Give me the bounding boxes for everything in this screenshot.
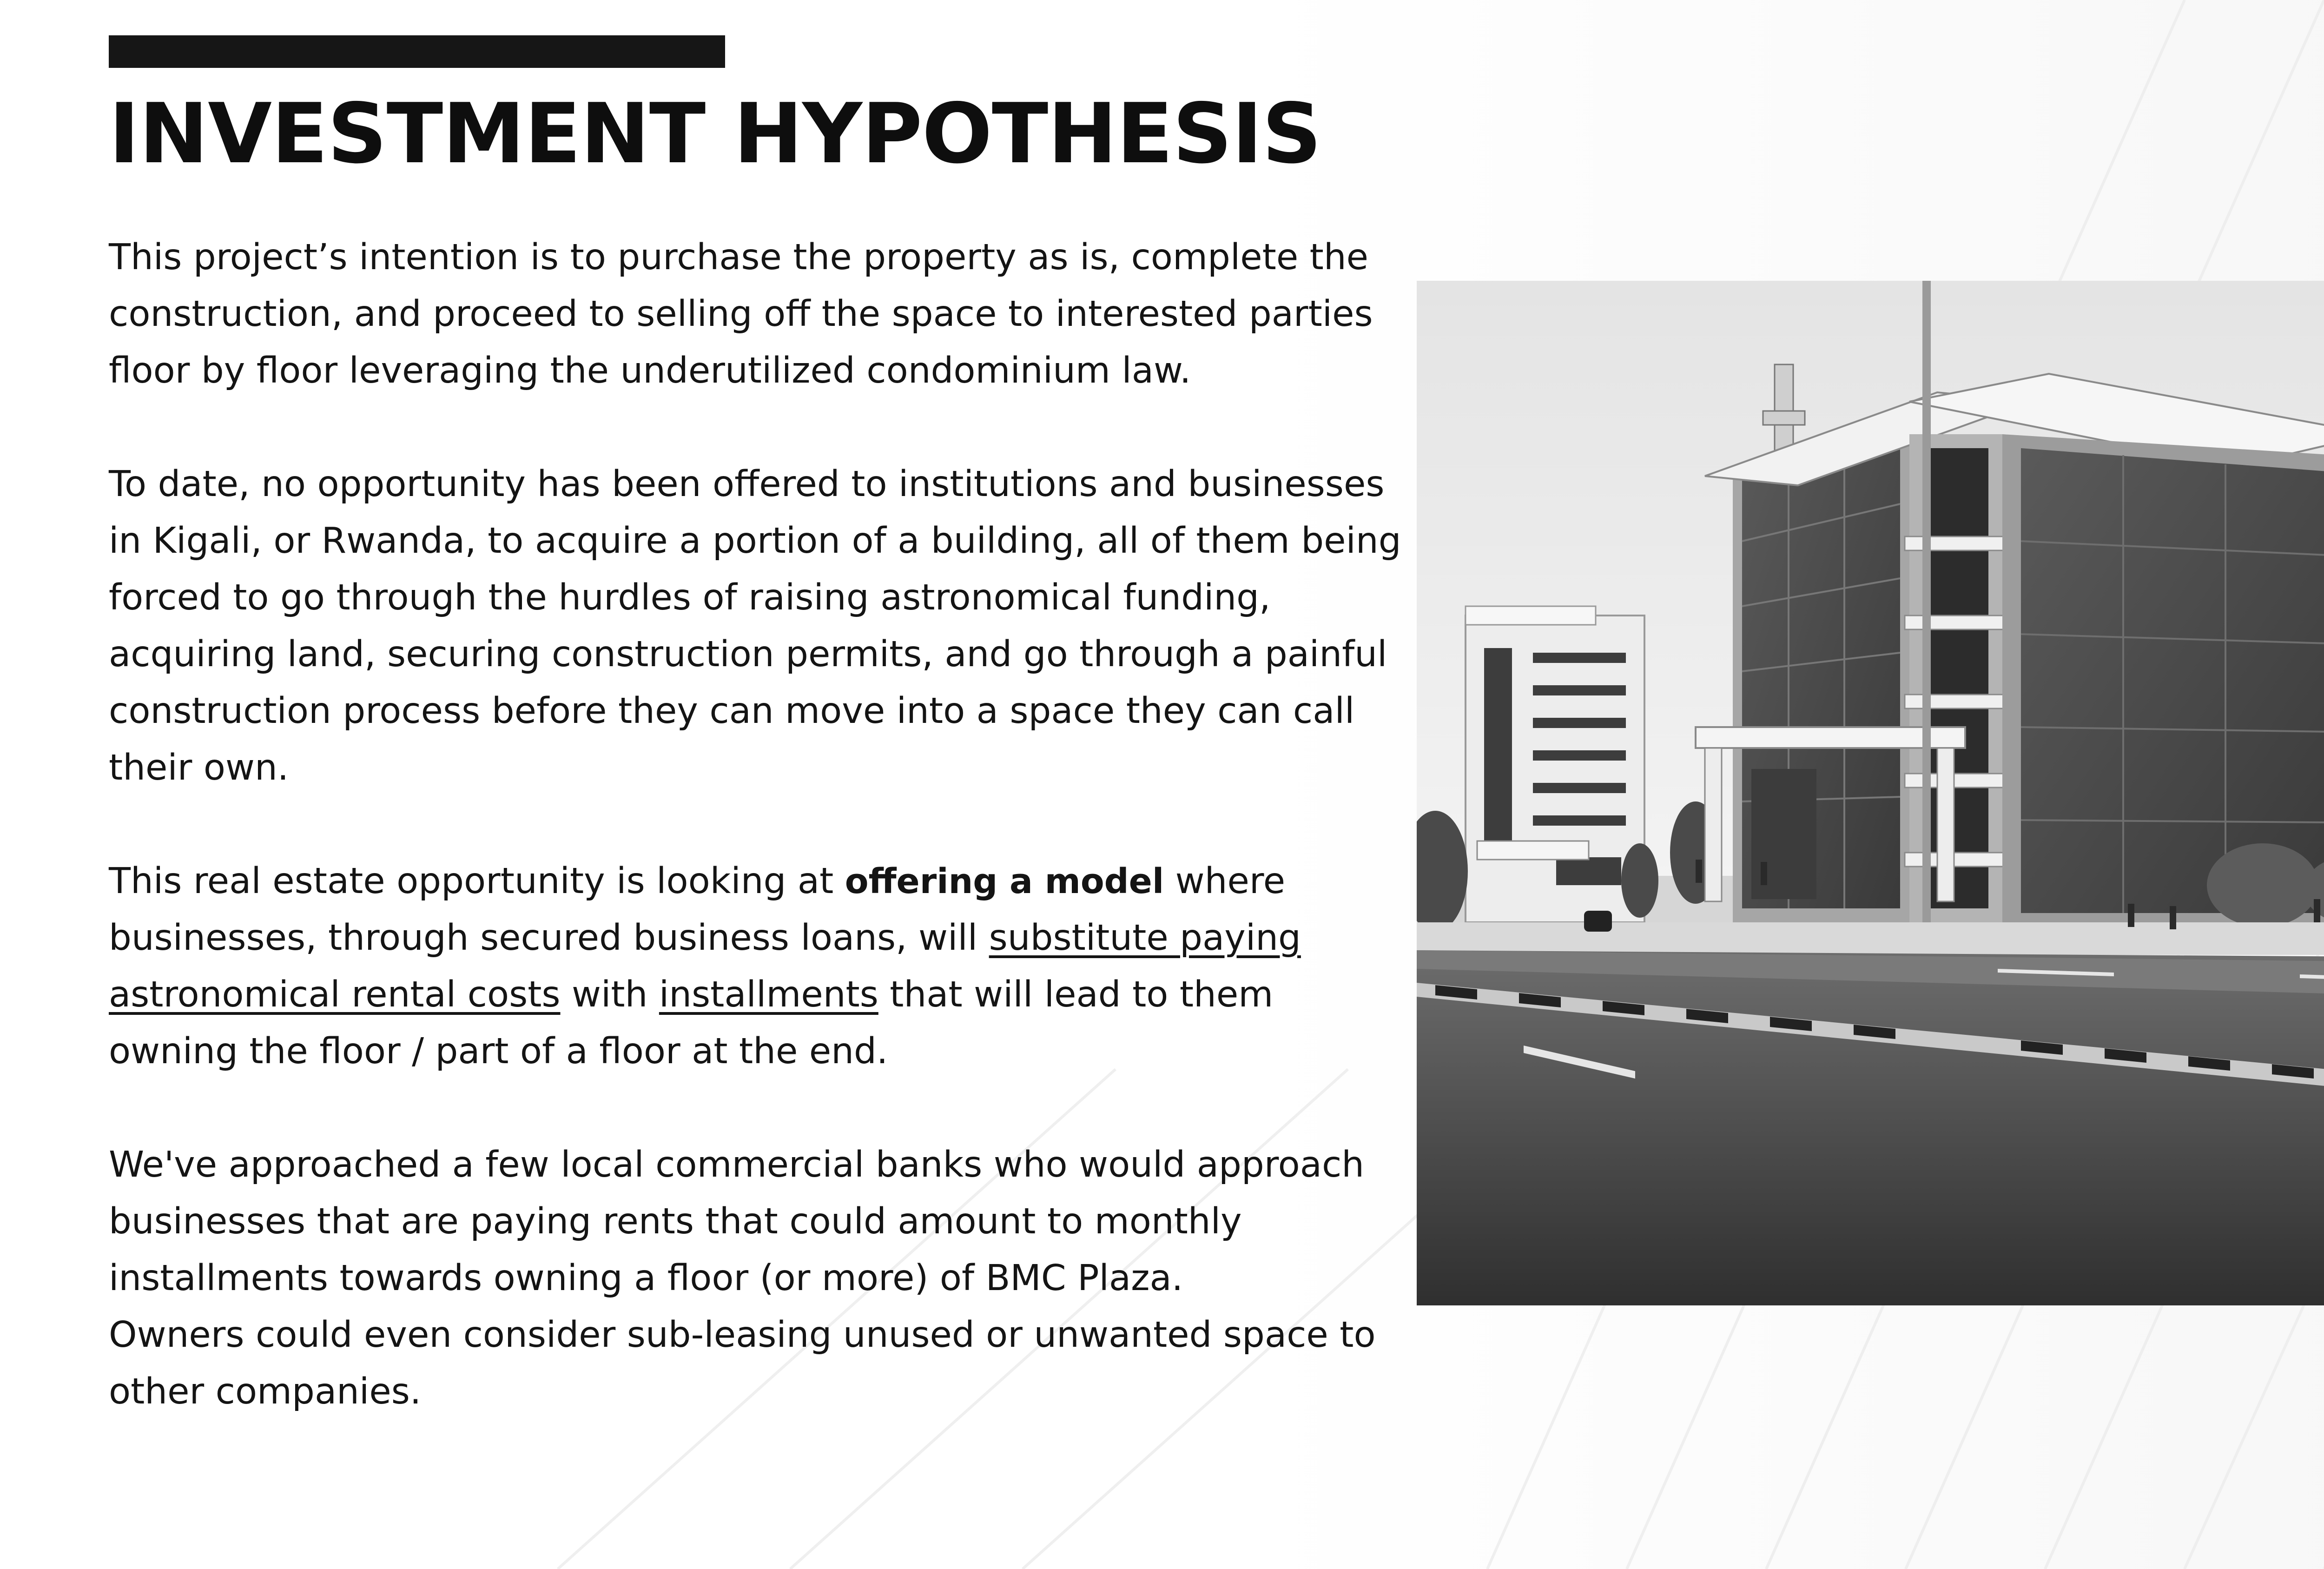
text-line: installments towards owning a floor (or more) of BMC Plaza. <box>109 1258 1183 1299</box>
left-building <box>1466 606 1644 922</box>
text-line <box>109 853 1410 910</box>
underlined-text: substitute paying <box>989 917 1301 959</box>
text-line: floor by floor leveraging the underutilized condominium law. <box>109 350 1191 391</box>
text-run: with <box>560 974 659 1015</box>
text-line: construction process before they can move into a space they can call <box>109 690 1355 732</box>
text-line: construction, and proceed to selling off the space to interested parties <box>109 293 1373 335</box>
text-line: in Kigali, or Rwanda, to acquire a portion of a building, all of them being <box>109 520 1401 562</box>
emphasis-text: offering a model <box>845 861 1164 901</box>
text-run: that will lead to them <box>878 974 1274 1015</box>
text-line: other companies. <box>109 1371 422 1412</box>
text-line: forced to go through the hurdles of raising astronomical funding, <box>109 577 1271 618</box>
text-run: businesses, through secured business loans, will <box>109 917 989 959</box>
paragraph-context <box>109 456 1410 796</box>
paragraph-model <box>109 853 1410 1080</box>
text-line: This project’s intention is to purchase the property as is, complete the <box>109 237 1369 278</box>
text-line: We've approached a few local commercial banks who would approach <box>109 1144 1365 1185</box>
text-line: businesses that are paying rents that could amount to monthly <box>109 1201 1242 1242</box>
text-line: owning the floor / part of a floor at the end. <box>109 1031 888 1072</box>
body-text <box>109 229 1410 1420</box>
text-line: To date, no opportunity has been offered to institutions and businesses <box>109 463 1385 505</box>
page-title: INVESTMENT HYPOTHESIS <box>109 86 1321 182</box>
paragraph-intention <box>109 229 1410 399</box>
text-run: This real estate opportunity is looking at <box>109 861 845 902</box>
text-line <box>109 910 1410 967</box>
text-line: Owners could even consider sub-leasing unused or unwanted space to <box>109 1314 1376 1356</box>
text-run: where <box>1164 861 1286 902</box>
title-accent-bar <box>109 35 725 68</box>
main-building <box>1696 364 2324 927</box>
text-line: their own. <box>109 747 289 788</box>
text-line <box>109 967 1410 1023</box>
building-photo <box>1417 281 2324 1305</box>
text-line: acquiring land, securing construction permits, and go through a painful <box>109 634 1387 675</box>
paragraph-banks <box>109 1137 1410 1420</box>
underlined-text: astronomical rental costs <box>109 974 561 1015</box>
underlined-text: installments <box>659 974 878 1015</box>
